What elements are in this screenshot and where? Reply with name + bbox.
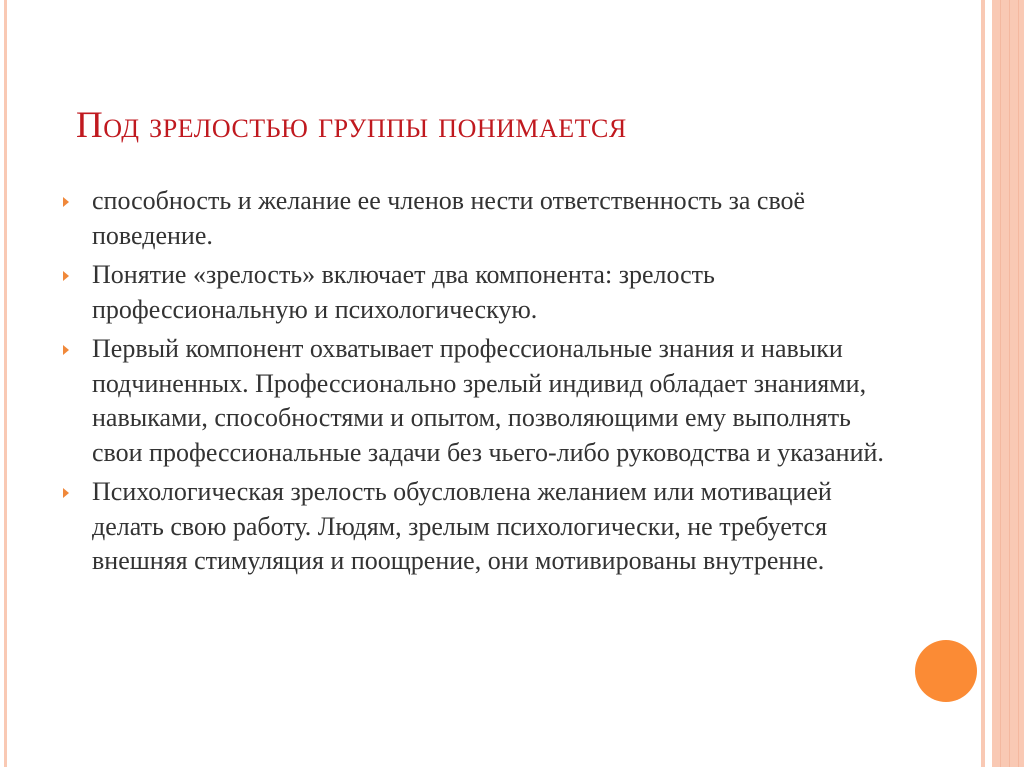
list-item: [63, 475, 893, 579]
bullet-text: Психологическая зрелость обусловлена желанием или мотивацией делать свою работу. Людям, зрелым психологически, не требуется внешняя стимуляция и поощрение, они мотивированы внутренне.: [92, 477, 832, 575]
right-border-band: [992, 0, 1024, 767]
bullet-arrow-icon: [63, 197, 69, 207]
list-item: [63, 184, 893, 253]
bullet-list: [63, 184, 893, 584]
bullet-text: Понятие «зрелость» включает два компонента: зрелость профессиональную и психологическую.: [92, 260, 715, 324]
bullet-text: способность и желание ее членов нести ответственность за своё поведение.: [92, 186, 806, 250]
bullet-text: Первый компонент охватывает профессиональные знания и навыки подчиненных. Профессионально зрелый индивид обладает знаниями, навыками, способностями и опытом, позволяющими ему выполнять свои профессиональные задачи без чьего-либо руководства и указаний.: [92, 334, 884, 467]
slide-title: Под зрелостью группы понимается: [76, 105, 627, 146]
bullet-arrow-icon: [63, 488, 69, 498]
right-border-line: [981, 0, 985, 767]
list-item: [63, 258, 893, 327]
left-border-line: [4, 0, 7, 767]
bullet-arrow-icon: [63, 345, 69, 355]
bullet-arrow-icon: [63, 271, 69, 281]
list-item: [63, 332, 893, 470]
decorative-circle: [915, 640, 977, 702]
